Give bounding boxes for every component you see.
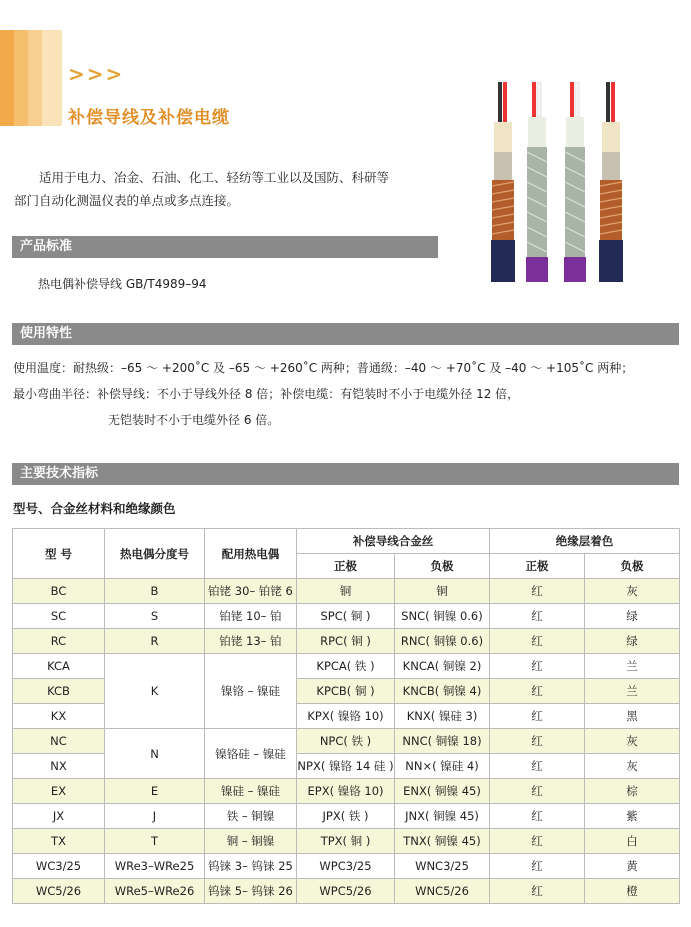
standard-text: 热电偶补偿导线 GB/T4989–94 [38,277,207,291]
cable-image [488,82,636,282]
cell-color-pos: 红 [490,879,585,904]
cell-index: S [105,604,205,629]
cell-color-pos: 红 [490,804,585,829]
cell-neg: WNC3/25 [395,854,490,879]
chevron-icon: >>> [68,62,125,86]
table-title: 型号、合金丝材料和绝缘颜色 [13,501,176,516]
table-row [13,654,680,679]
cell-model: SC [13,604,105,629]
cell-thermo: 铁 – 铜镍 [205,804,297,829]
table-row [13,829,680,854]
cell-pos: EPX( 镍铬 10) [297,779,395,804]
table-row [13,779,680,804]
cell-pos: JPX( 铁 ) [297,804,395,829]
cell-neg: WNC5/26 [395,879,490,904]
cell-color-pos: 红 [490,779,585,804]
cell-neg: NN×( 镍硅 4) [395,754,490,779]
cell-index: B [105,579,205,604]
cell-neg: 铜 [395,579,490,604]
cell-color-neg: 绿 [585,604,680,629]
cell-model: NX [13,754,105,779]
cell-index: R [105,629,205,654]
cell-neg: NNC( 铜镍 18) [395,729,490,754]
cell-thermo: 钨铼 5– 钨铼 26 [205,879,297,904]
cell-color-pos: 红 [490,629,585,654]
cell-color-neg: 绿 [585,629,680,654]
cell-thermo: 镍铬 – 镍硅 [205,654,297,729]
cell-pos: NPX( 镍铬 14 硅 ) [297,754,395,779]
header-alloy: 补偿导线合金丝 [297,529,490,554]
header-index: 热电偶分度号 [105,529,205,579]
table-row [13,804,680,829]
cell-color-neg: 兰 [585,679,680,704]
cell-pos: RPC( 铜 ) [297,629,395,654]
cell-color-neg: 紫 [585,804,680,829]
cell-color-neg: 黄 [585,854,680,879]
cell-index: K [105,654,205,729]
cell-color-neg: 白 [585,829,680,854]
cell-pos: TPX( 铜 ) [297,829,395,854]
intro-text [14,166,444,212]
cell-color-pos: 红 [490,579,585,604]
intro-line-2: 部门自动化测温仪表的单点或多点连接。 [14,193,240,208]
cell-model: BC [13,579,105,604]
cell-thermo: 铂铑 13– 铂 [205,629,297,654]
cell-neg: ENX( 铜镍 45) [395,779,490,804]
page-title: 补偿导线及补偿电缆 [68,108,230,128]
cell-index: N [105,729,205,779]
cell-model: KCB [13,679,105,704]
cell-color-pos: 红 [490,704,585,729]
cell-thermo: 铂铑 10– 铂 [205,604,297,629]
cell-index: T [105,829,205,854]
cell-index: J [105,804,205,829]
cell-pos: SPC( 铜 ) [297,604,395,629]
cell-color-neg: 灰 [585,579,680,604]
cell-neg: SNC( 铜镍 0.6) [395,604,490,629]
cell-pos: WPC5/26 [297,879,395,904]
table-row [13,854,680,879]
header-thermocouple: 配用热电偶 [205,529,297,579]
cell-index: WRe3–WRe25 [105,854,205,879]
section-bar-features: 使用特性 [12,323,679,345]
header-alloy-positive: 正极 [297,554,395,579]
table-row [13,879,680,904]
cell-model: NC [13,729,105,754]
cell-neg: RNC( 铜镍 0.6) [395,629,490,654]
intro-line-1: 适用于电力、冶金、石油、化工、轻纺等工业以及国防、科研等 [39,170,390,185]
spec-table [12,528,680,904]
cell-neg: KNCB( 铜镍 4) [395,679,490,704]
cell-color-pos: 红 [490,604,585,629]
cell-pos: 铜 [297,579,395,604]
header-model: 型 号 [13,529,105,579]
cell-model: WC5/26 [13,879,105,904]
cell-pos: KPCA( 铁 ) [297,654,395,679]
cell-model: KCA [13,654,105,679]
section-bar-standard: 产品标准 [12,236,438,258]
features-line-1: 使用温度：耐热级：–65 ～ +200˚C 及 –65 ～ +260˚C 两种；普通级：–40 ～ +70˚C 及 –40 ～ +105˚C 两种； [13,361,634,375]
header-stripes [0,30,62,126]
cell-neg: KNX( 镍硅 3) [395,704,490,729]
cell-color-neg: 棕 [585,779,680,804]
features-line-3: 无铠装时不小于电缆外径 6 倍。 [108,413,280,427]
cell-model: RC [13,629,105,654]
cell-thermo: 钨铼 3– 钨铼 25 [205,854,297,879]
cell-neg: TNX( 铜镍 45) [395,829,490,854]
cell-color-neg: 灰 [585,754,680,779]
cell-color-neg: 橙 [585,879,680,904]
header-insulation-positive: 正极 [490,554,585,579]
cell-model: WC3/25 [13,854,105,879]
cell-color-pos: 红 [490,729,585,754]
cell-pos: KPX( 镍铬 10) [297,704,395,729]
cell-color-pos: 红 [490,829,585,854]
cell-thermo: 镍铬硅 – 镍硅 [205,729,297,779]
cell-pos: WPC3/25 [297,854,395,879]
cell-color-pos: 红 [490,754,585,779]
cell-thermo: 铂铑 30– 铂铑 6 [205,579,297,604]
cell-neg: JNX( 铜镍 45) [395,804,490,829]
features-line-2: 最小弯曲半径：补偿导线：不小于导线外径 8 倍；补偿电缆：有铠装时不小于电缆外径 12 倍， [13,387,520,401]
cell-model: TX [13,829,105,854]
header-insulation: 绝缘层着色 [490,529,680,554]
cell-index: E [105,779,205,804]
table-row [13,604,680,629]
cell-neg: KNCA( 铜镍 2) [395,654,490,679]
cell-color-neg: 黑 [585,704,680,729]
cell-color-pos: 红 [490,654,585,679]
cell-model: EX [13,779,105,804]
table-row [13,579,680,604]
table-row [13,629,680,654]
cell-pos: KPCB( 铜 ) [297,679,395,704]
cell-color-neg: 灰 [585,729,680,754]
cell-pos: NPC( 铁 ) [297,729,395,754]
cell-color-pos: 红 [490,854,585,879]
cell-color-neg: 兰 [585,654,680,679]
table-row [13,729,680,754]
header-insulation-negative: 负极 [585,554,680,579]
header-alloy-negative: 负极 [395,554,490,579]
cell-thermo: 铜 – 铜镍 [205,829,297,854]
cell-model: KX [13,704,105,729]
cell-thermo: 镍硅 – 镍硅 [205,779,297,804]
cell-color-pos: 红 [490,679,585,704]
section-bar-specs: 主要技术指标 [12,463,679,485]
cell-model: JX [13,804,105,829]
cell-index: WRe5–WRe26 [105,879,205,904]
